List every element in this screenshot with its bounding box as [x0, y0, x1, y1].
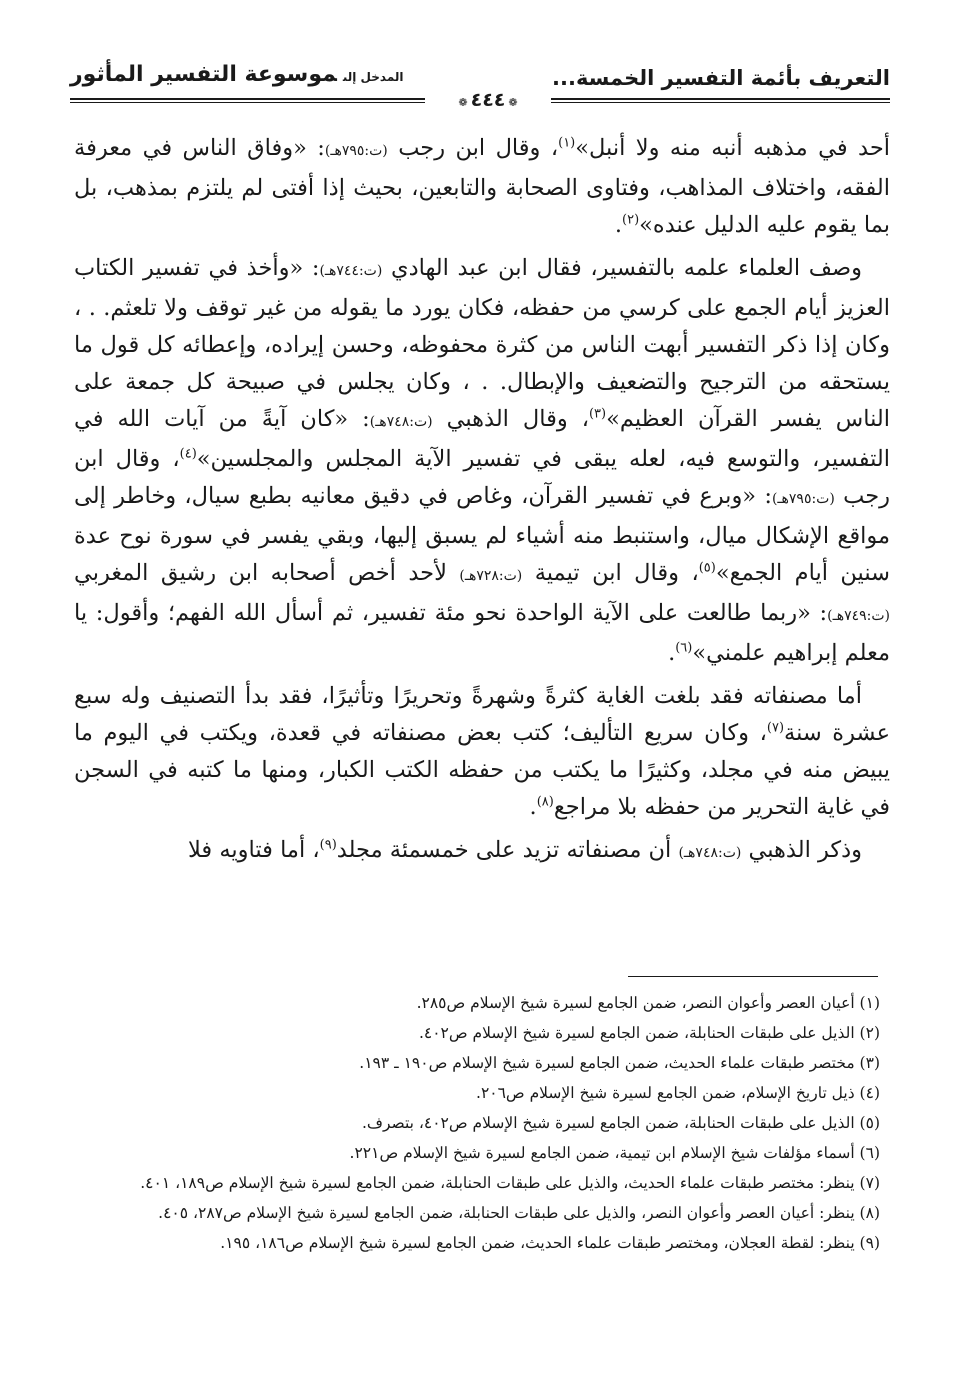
paragraph-2: [74, 250, 890, 672]
text-run: : «وفاق الناس في معرفة الفقه، واختلاف المذاهب، وفتاوى الصحابة والتابعين، بحيث إذا أفتى لم يلتزم بمذهب، بل بما يقوم عليه الدليل عنده»: [74, 135, 890, 238]
footnote-ref-8[interactable]: (٨): [536, 794, 554, 810]
footnote-1: (١) أعيان العصر وأعوان النصر، ضمن الجامع لسيرة شيخ الإسلام ص٢٨٥.: [416, 994, 880, 1012]
footnote-ref-2[interactable]: (٢): [622, 212, 640, 228]
footnote-ref-1[interactable]: (١): [558, 135, 576, 151]
footnote-2: (٢) الذيل على طبقات الحنابلة، ضمن الجامع لسيرة شيخ الإسلام ص٤٠٢.: [418, 1024, 880, 1042]
ornament-icon: ❁: [458, 96, 468, 109]
footnote-8: (٨) ينظر: أعيان العصر وأعوان النصر، والذيل على طبقات الحنابلة، ضمن الجامع لسيرة شيخ الإسلام ص٢٨٧، ٤٠٥.: [158, 1204, 880, 1222]
footnote-ref-9[interactable]: (٩): [319, 837, 337, 853]
page-number-text: ٤٤٤: [470, 89, 506, 111]
footnote-ref-6[interactable]: (٦): [675, 640, 693, 656]
text-run: لأحد أخص أصحابه ابن رشيق المغربي: [74, 560, 460, 586]
text-run: : «كان آيةً من آيات الله في التفسير، والتوسع فيه، لعله يبقى في تفسير الآية المجلس والمجلسين»: [74, 406, 890, 472]
footnote-3: (٣) مختصر طبقات علماء الحديث، ضمن الجامع لسيرة شيخ الإسلام ص١٩٠ ـ ١٩٣.: [359, 1054, 880, 1072]
death-date: (ت:٧٩٥هـ): [771, 491, 835, 507]
death-date: (ت:٧٩٥هـ): [324, 143, 388, 159]
footnotes: [80, 990, 880, 1260]
text-run: : «وأخذ في تفسير الكتاب العزيز أيام الجمع على كرسي من حفظه، فكان يورد ما يقوله من غير توقف ولا تلعثم. . ، وكان إذا ذكر التفسير أبهت الناس من كثرة محفوظه، وحسن إيراده، وإعطائه كل قول ما يستحقه من الترجيح والتضعيف والإبطال. . ، وكان يجلس في صبيحة كل جمعة على الناس يفسر القرآن العظيم»: [74, 255, 891, 432]
footnote-ref-5[interactable]: (٥): [698, 560, 716, 576]
text-run: ، وكان سريع التأليف؛ كتب بعض مصنفاته في قعدة، ويكتب في اليوم ما يبيض منه في مجلد، وكثيرًا ما يكتب من حفظه الكتب الكبار، ومنها ما كتبه في السجن في غاية التحرير من حفظه بلا مراجع: [74, 720, 890, 820]
footnote-ref-3[interactable]: (٣): [588, 406, 607, 422]
text-run: ، وقال ابن رجب: [398, 135, 559, 161]
page-number: [425, 89, 551, 114]
text-run: أحد في مذهبه أنبه منه ولا أنبل»: [575, 135, 890, 161]
main-text: [74, 130, 890, 878]
chapter-title: التعريف بأئمة التفسير الخمسة...: [552, 66, 890, 90]
death-date: (ت:٧٤٨هـ): [678, 845, 742, 861]
book-title: [70, 62, 404, 87]
paragraph-4: [74, 832, 890, 872]
footnote-4: (٤) ذيل تاريخ الإسلام، ضمن الجامع لسيرة شيخ الإسلام ص٢٠٦.: [476, 1084, 880, 1102]
footnote-ref-7[interactable]: (٧): [766, 720, 785, 736]
text-run: أن مصنفاته تزيد على خمسمئة مجلد: [336, 837, 679, 863]
text-run: أما مصنفاته فقد بلغت الغاية كثرةً وشهرةً وتحريرًا وتأثيرًا، فقد بدأ التصنيف وله سبع عشرة سنة: [74, 683, 890, 746]
paragraph-3: [74, 678, 890, 826]
footnote-separator: [628, 976, 878, 977]
book-prefix: المدخل إلى: [342, 70, 404, 84]
text-run: وصف العلماء علمه بالتفسير، فقال ابن عبد الهادي: [390, 255, 862, 281]
ornament-icon: ❁: [508, 96, 518, 109]
death-date: (ت:٧٤٨هـ): [369, 414, 433, 430]
text-run: ، وقال الذهبي: [446, 406, 589, 432]
footnote-6: (٦) أسماء مؤلفات شيخ الإسلام ابن تيمية، ضمن الجامع لسيرة شيخ الإسلام ص٢٢١.: [349, 1144, 880, 1162]
text-run: ، وقال ابن رجب: [74, 446, 890, 509]
text-run: .: [614, 212, 623, 238]
footnote-5: (٥) الذيل على طبقات الحنابلة، ضمن الجامع لسيرة شيخ الإسلام ص٤٠٢، بتصرف.: [361, 1114, 880, 1132]
text-run: وذكر الذهبي: [748, 837, 862, 863]
text-run: ، أما فتاويه فلا: [188, 837, 320, 863]
text-run: .: [529, 794, 537, 820]
text-run: ، وقال ابن تيمية: [534, 560, 699, 586]
death-date: (ت:٧٤٩هـ): [827, 608, 890, 624]
page-header: [70, 60, 890, 111]
death-date: (ت:٧٤٤هـ): [319, 263, 383, 279]
footnote-ref-4[interactable]: (٤): [179, 446, 197, 462]
text-run: : «ربما طالعت على الآية الواحدة نحو مئة تفسير، ثم أسأل الله الفهم؛ وأقول: يا معلم إبراهيم علمني»: [74, 600, 890, 666]
text-run: : «وبرع في تفسير القرآن، وغاص في دقيق معانيه بطبع سيال، وخاطر إلى مواقع الإشكال ميال، واستنبط منه أشياء لم يسبق إليها، وبقي يفسر في سورة نوح عدة سنين أيام الجمع»: [74, 483, 890, 586]
text-run: .: [668, 640, 676, 666]
paragraph-1: [74, 130, 890, 244]
footnote-7: (٧) ينظر: مختصر طبقات علماء الحديث، والذيل على طبقات الحنابلة، ضمن الجامع لسيرة شيخ الإسلام ص١٨٩، ٤٠١.: [140, 1174, 880, 1192]
death-date: (ت:٧٢٨هـ): [459, 568, 523, 584]
footnote-9: (٩) ينظر: لقطة العجلان، ومختصر طبقات علماء الحديث، ضمن الجامع لسيرة شيخ الإسلام ص١٨٦، ١٩٥.: [220, 1234, 880, 1252]
book-name: موسوعة التفسير المأثور: [70, 62, 337, 87]
